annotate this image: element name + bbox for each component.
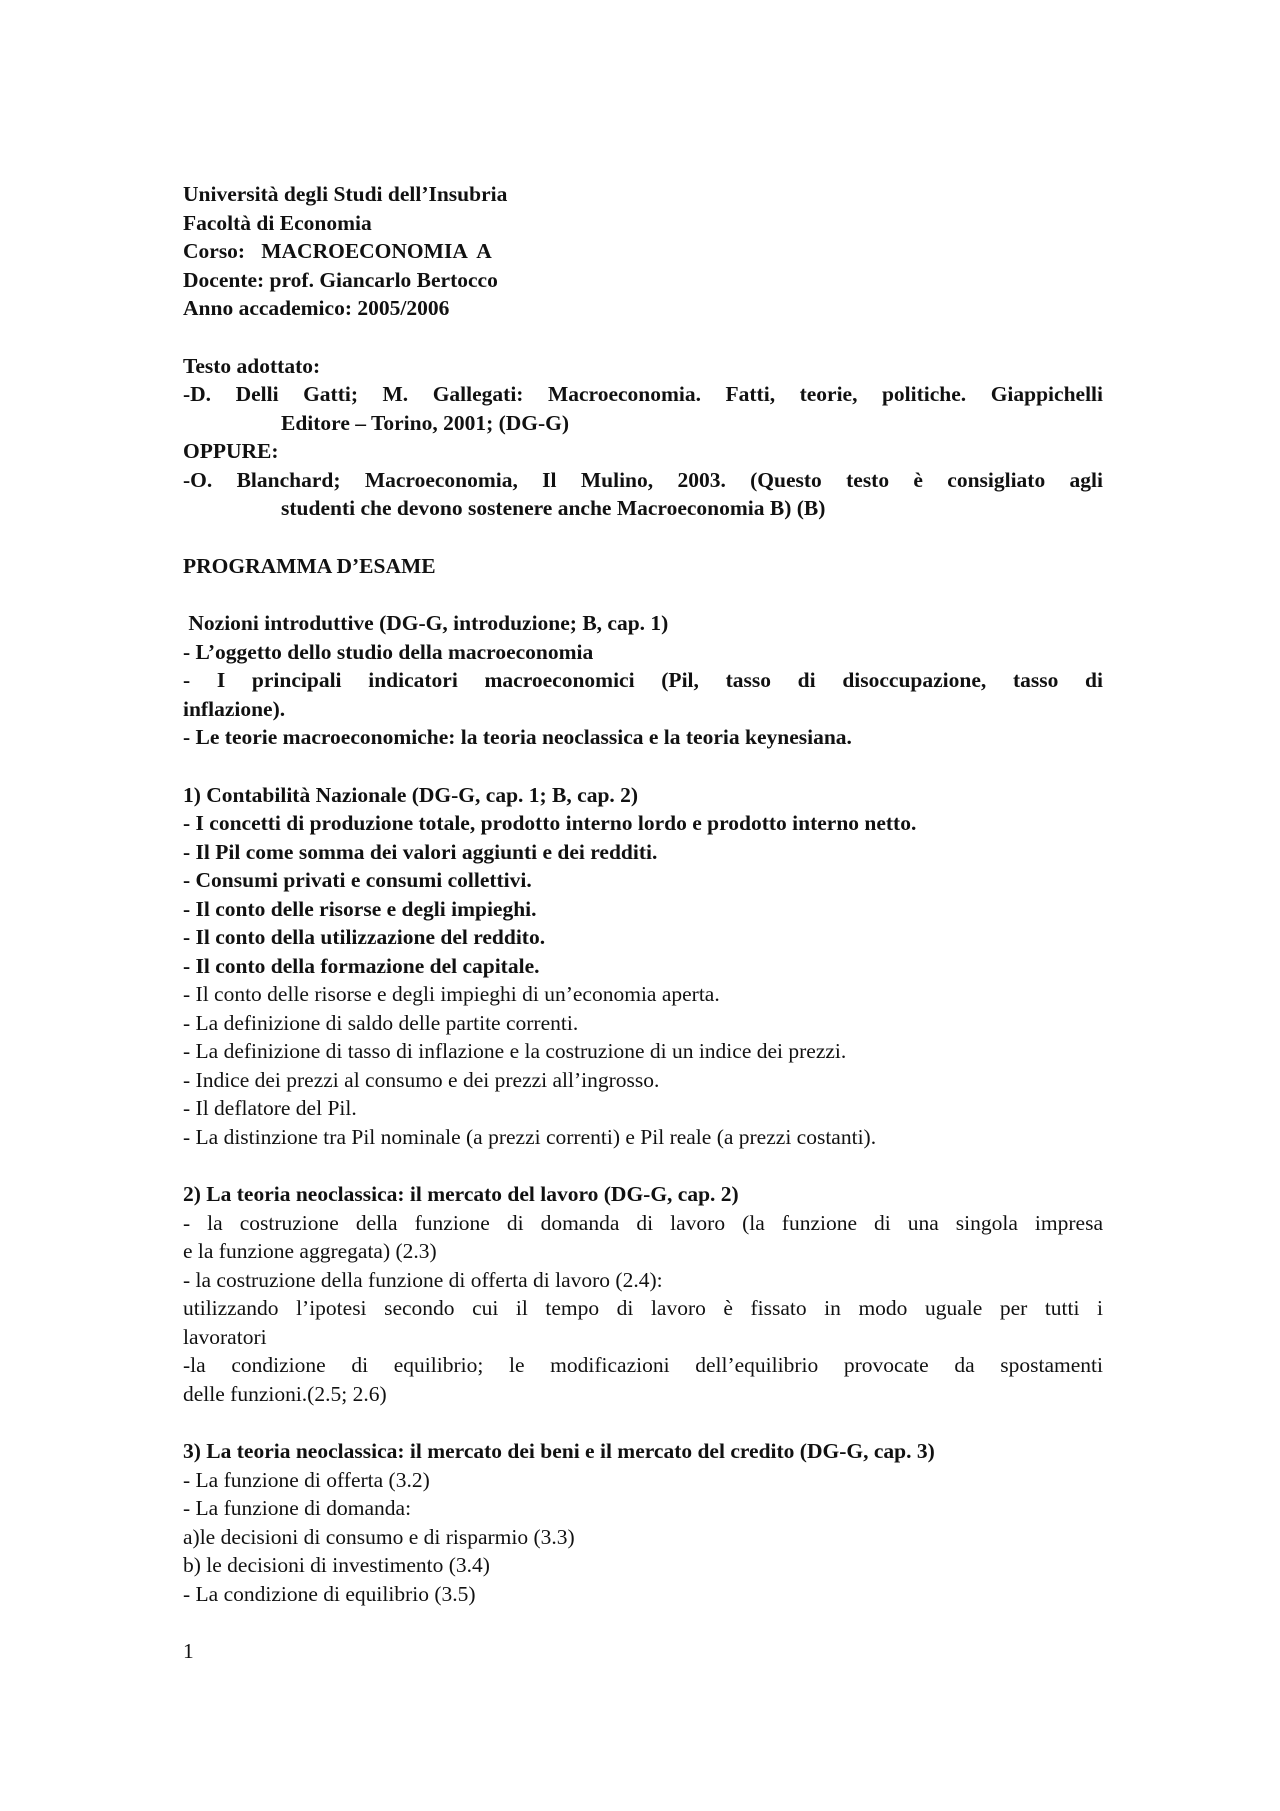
intro-item-continued: inflazione). xyxy=(183,696,286,721)
section-1-bold-item: - Il conto delle risorse e degli impieghi. xyxy=(183,896,537,921)
section-2-item-continued: e la funzione aggregata) (2.3) xyxy=(183,1239,437,1263)
section-3-item: - La funzione di domanda: xyxy=(183,1496,412,1520)
program-title: PROGRAMMA D’ESAME xyxy=(183,553,436,578)
section-3 xyxy=(183,1437,1103,1608)
section-1-bold-item: - Il conto della utilizzazione del reddito. xyxy=(183,925,546,949)
section-2-item: - la costruzione della funzione di offerta di lavoro (2.4): xyxy=(183,1267,663,1292)
intro-item: - L’oggetto dello studio della macroeconomia xyxy=(183,639,594,664)
spacer xyxy=(183,752,1103,781)
section-2-item: utilizzando l’ipotesi secondo cui il tempo di lavoro è fissato in modo uguale per tutti i xyxy=(183,1296,1103,1320)
academic-year: Anno accademico: 2005/2006 xyxy=(183,296,450,320)
book2-line1: -O. Blanchard; Macroeconomia, Il Mulino, 2003. (Questo testo è consigliato agli xyxy=(183,467,1103,492)
spacer xyxy=(183,323,1103,352)
book1-line1: -D. Delli Gatti; M. Gallegati: Macroeconomia. Fatti, teorie, politiche. Giappichelli xyxy=(183,382,1103,406)
section-1-bold-item: - Consumi privati e consumi collettivi. xyxy=(183,868,532,892)
spacer xyxy=(183,1408,1103,1437)
course-name: Corso: MACROECONOMIA A xyxy=(183,239,492,263)
section-2-item-continued: lavoratori xyxy=(183,1324,267,1349)
section-3-item: - La funzione di offerta (3.2) xyxy=(183,1467,430,1492)
section-2-item: -la condizione di equilibrio; le modificazioni dell’equilibrio provocate da spostamenti xyxy=(183,1353,1103,1377)
book2-line2: studenti che devono sostenere anche Macroeconomia B) (B) xyxy=(281,496,826,520)
section-2 xyxy=(183,1180,1103,1408)
book1-line2: Editore – Torino, 2001; (DG-G) xyxy=(281,410,570,435)
textbooks-heading: Testo adottato: xyxy=(183,353,321,378)
intro-section xyxy=(183,609,1103,752)
section-3-item: - La condizione di equilibrio (3.5) xyxy=(183,1581,476,1606)
intro-item: - I principali indicatori macroeconomici (Pil, tasso di disoccupazione, tasso di xyxy=(183,668,1103,692)
section-1-item: - La definizione di saldo delle partite correnti. xyxy=(183,1010,579,1035)
section-3-item: a)le decisioni di consumo e di risparmio (3.3) xyxy=(183,1524,575,1549)
section-2-item-continued: delle funzioni.(2.5; 2.6) xyxy=(183,1381,387,1406)
section-3-title: 3) La teoria neoclassica: il mercato dei beni e il mercato del credito (DG-G, cap. 3) xyxy=(183,1439,935,1463)
university-name: Università degli Studi dell’Insubria xyxy=(183,182,508,206)
spacer xyxy=(183,580,1103,609)
section-1-bold-item: - Il Pil come somma dei valori aggiunti e dei redditi. xyxy=(183,839,658,864)
document-page xyxy=(183,180,1103,1608)
section-1-bold-item: - I concetti di produzione totale, prodotto interno lordo e prodotto interno netto. xyxy=(183,811,917,835)
section-1-item: - Il conto delle risorse e degli impieghi di un’economia aperta. xyxy=(183,982,720,1006)
section-3-item: b) le decisioni di investimento (3.4) xyxy=(183,1553,490,1577)
spacer xyxy=(183,1151,1103,1180)
textbooks-or: OPPURE: xyxy=(183,439,279,463)
spacer xyxy=(183,523,1103,552)
page-number: 1 xyxy=(183,1639,194,1663)
textbooks-block xyxy=(183,352,1103,523)
section-1 xyxy=(183,781,1103,1152)
section-1-item: - La distinzione tra Pil nominale (a prezzi correnti) e Pil reale (a prezzi costanti). xyxy=(183,1124,877,1149)
section-1-bold-item: - Il conto della formazione del capitale. xyxy=(183,953,540,978)
section-2-item: - la costruzione della funzione di domanda di lavoro (la funzione di una singola impresa xyxy=(183,1210,1103,1235)
section-1-item: - Il deflatore del Pil. xyxy=(183,1096,357,1120)
section-1-title: 1) Contabilità Nazionale (DG-G, cap. 1; B, cap. 2) xyxy=(183,782,639,807)
section-2-title: 2) La teoria neoclassica: il mercato del lavoro (DG-G, cap. 2) xyxy=(183,1182,739,1206)
intro-item: - Le teorie macroeconomiche: la teoria neoclassica e la teoria keynesiana. xyxy=(183,725,852,749)
faculty-name: Facoltà di Economia xyxy=(183,210,372,235)
intro-title: Nozioni introduttive (DG-G, introduzione; B, cap. 1) xyxy=(183,611,669,635)
section-1-item: - Indice dei prezzi al consumo e dei prezzi all’ingrosso. xyxy=(183,1067,660,1092)
section-1-item: - La definizione di tasso di inflazione e la costruzione di un indice dei prezzi. xyxy=(183,1039,847,1063)
teacher-name: Docente: prof. Giancarlo Bertocco xyxy=(183,267,498,292)
header-block xyxy=(183,180,1103,323)
